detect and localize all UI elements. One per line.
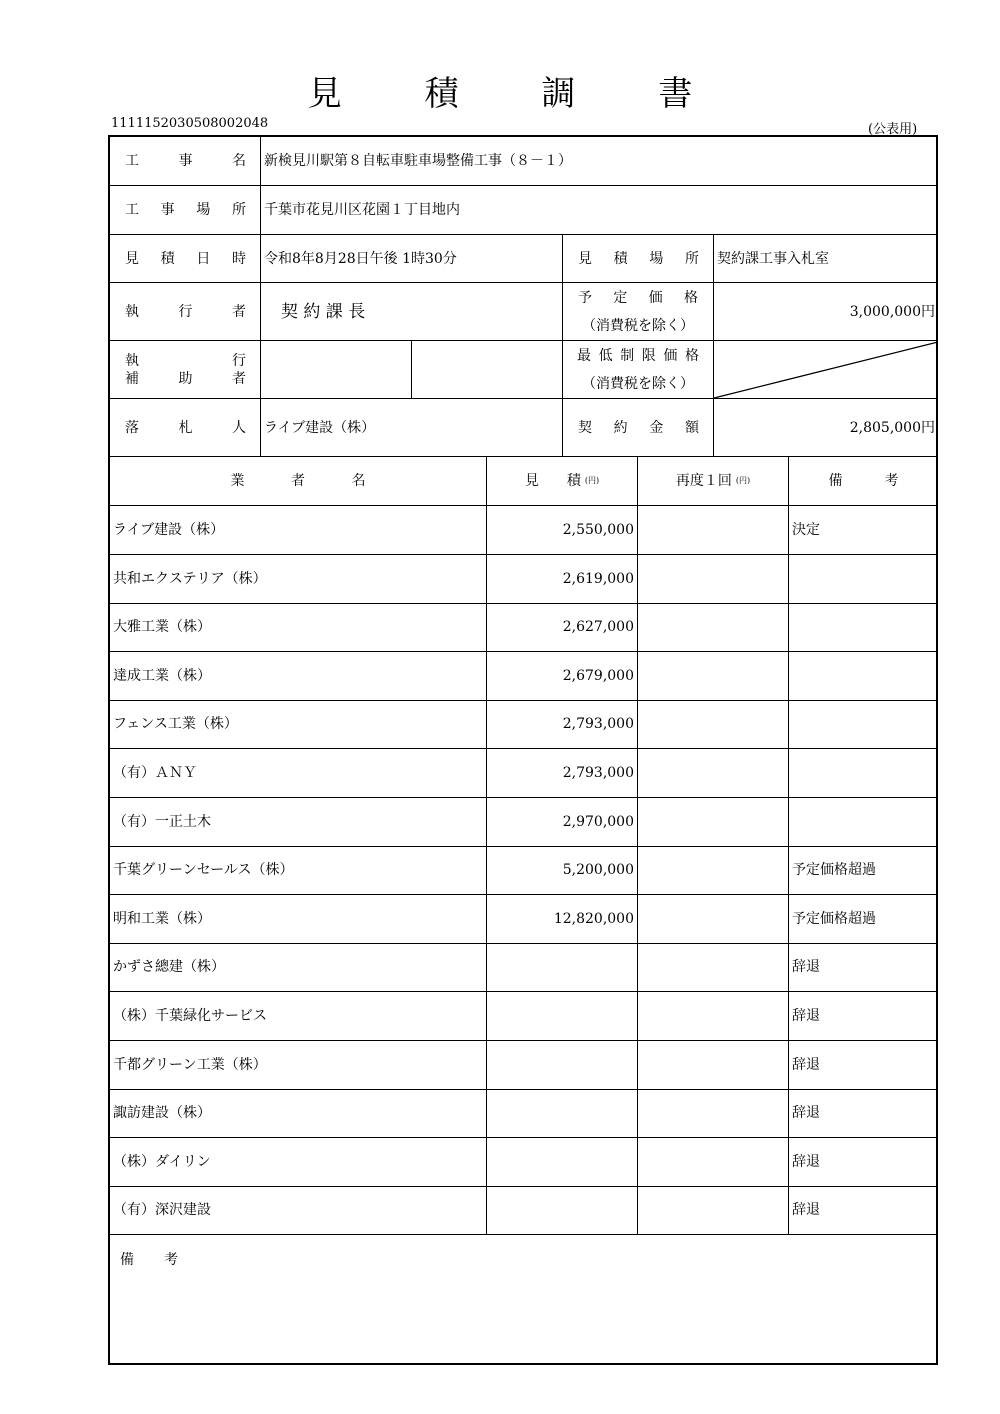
estimate-cell xyxy=(487,1089,638,1138)
estimate-cell: 12,820,000 xyxy=(487,895,638,944)
retry-cell xyxy=(638,943,789,992)
winner-label: 落 札 人 xyxy=(110,399,261,457)
estimate-place-value: 契約課工事入札室 xyxy=(714,235,938,283)
remarks-cell: 予定価格超過 xyxy=(789,895,938,944)
company-cell: （株）ダイリン xyxy=(110,1138,487,1187)
remarks-cell xyxy=(789,749,938,798)
estimate-sheet-frame xyxy=(108,135,938,1365)
estimate-date-value: 令和8年8月28日午後 1時30分 xyxy=(261,235,563,283)
winner-value: ライブ建設（株） xyxy=(261,399,563,457)
company-cell: 達成工業（株） xyxy=(110,652,487,701)
estimate-cell: 2,627,000 xyxy=(487,603,638,652)
remarks-cell: 辞退 xyxy=(789,943,938,992)
company-cell: （有）深沢建設 xyxy=(110,1186,487,1235)
remarks-cell: 辞退 xyxy=(789,1186,938,1235)
company-cell: （有）ＡＮＹ xyxy=(110,749,487,798)
remarks-cell xyxy=(789,555,938,604)
retry-cell xyxy=(638,1089,789,1138)
estimate-cell xyxy=(487,992,638,1041)
estimate-cell: 2,550,000 xyxy=(487,506,638,555)
remarks-cell: 予定価格超過 xyxy=(789,846,938,895)
company-cell: 諏訪建設（株） xyxy=(110,1089,487,1138)
estimate-cell: 2,679,000 xyxy=(487,652,638,701)
diagonal-slash xyxy=(714,341,938,399)
retry-cell xyxy=(638,1041,789,1090)
retry-header: 再度１回 (円) xyxy=(638,457,789,506)
retry-cell xyxy=(638,1186,789,1235)
retry-cell xyxy=(638,798,789,847)
estimate-cell: 2,619,000 xyxy=(487,555,638,604)
retry-cell xyxy=(638,846,789,895)
work-place-value: 千葉市花見川区花園１丁目地内 xyxy=(261,186,938,235)
estimate-cell xyxy=(487,1138,638,1187)
estimate-date-label: 見 積 日 時 xyxy=(110,235,261,283)
company-cell: 明和工業（株） xyxy=(110,895,487,944)
retry-cell xyxy=(638,749,789,798)
remarks-cell: 辞退 xyxy=(789,1138,938,1187)
executor-value xyxy=(261,283,563,341)
min-price-label: 最 低 制 限 価 格 （消費税を除く） xyxy=(563,341,714,399)
remarks-cell: 辞退 xyxy=(789,1041,938,1090)
executor-label: 執 行 者 xyxy=(110,283,261,341)
remarks-cell xyxy=(789,700,938,749)
company-cell: フェンス工業（株） xyxy=(110,700,487,749)
estimate-cell: 2,970,000 xyxy=(487,798,638,847)
retry-cell xyxy=(638,555,789,604)
work-name-value: 新検見川駅第８自転車駐車場整備工事（８－１） xyxy=(261,137,938,186)
estimate-cell xyxy=(487,1186,638,1235)
estimate-place-label: 見 積 場 所 xyxy=(563,235,714,283)
remarks-cell: 決定 xyxy=(789,506,938,555)
estimate-header: 見 積 (円) xyxy=(487,457,638,506)
remarks-cell xyxy=(789,603,938,652)
company-cell: 大雅工業（株） xyxy=(110,603,487,652)
min-price-value-slashed xyxy=(714,341,938,399)
company-cell: かずさ總建（株） xyxy=(110,943,487,992)
executor-text: 契 約 課 長 xyxy=(281,301,366,322)
company-cell: （有）一正土木 xyxy=(110,798,487,847)
estimate-cell: 2,793,000 xyxy=(487,749,638,798)
planned-price-value: 3,000,000円 xyxy=(714,283,938,341)
contract-amount-label: 契 約 金 額 xyxy=(563,399,714,457)
retry-cell xyxy=(638,603,789,652)
remarks-cell xyxy=(789,798,938,847)
retry-cell xyxy=(638,700,789,749)
document-number: 1111152030508002048 xyxy=(111,116,269,131)
estimate-cell: 2,793,000 xyxy=(487,700,638,749)
estimate-cell xyxy=(487,1041,638,1090)
footer-remarks: 備 考 xyxy=(120,1252,178,1268)
public-use-mark: (公表用) xyxy=(868,122,918,137)
remarks-cell: 辞退 xyxy=(789,992,938,1041)
company-cell: 千葉グリーンセールス（株） xyxy=(110,846,487,895)
company-cell: 千都グリーン工業（株） xyxy=(110,1041,487,1090)
remarks-header: 備 考 xyxy=(789,457,938,506)
retry-cell xyxy=(638,1138,789,1187)
company-cell: （株）千葉緑化サービス xyxy=(110,992,487,1041)
assistant-value-2 xyxy=(412,341,563,399)
company-cell: ライブ建設（株） xyxy=(110,506,487,555)
work-place-label: 工 事 場 所 xyxy=(110,186,261,235)
retry-cell xyxy=(638,652,789,701)
retry-cell xyxy=(638,992,789,1041)
retry-cell xyxy=(638,895,789,944)
remarks-cell xyxy=(789,652,938,701)
contract-amount-value: 2,805,000円 xyxy=(714,399,938,457)
company-cell: 共和エクステリア（株） xyxy=(110,555,487,604)
estimate-cell xyxy=(487,943,638,992)
work-name-label: 工 事 名 xyxy=(110,137,261,186)
remarks-cell: 辞退 xyxy=(789,1089,938,1138)
company-header: 業 者 名 xyxy=(110,457,487,506)
assistant-value-1 xyxy=(261,341,412,399)
assistant-label: 執 行 補 助 者 xyxy=(110,341,261,399)
document-title: 見 積 調 書 xyxy=(307,74,729,114)
planned-price-label: 予 定 価 格 （消費税を除く） xyxy=(563,283,714,341)
retry-cell xyxy=(638,506,789,555)
estimate-cell: 5,200,000 xyxy=(487,846,638,895)
